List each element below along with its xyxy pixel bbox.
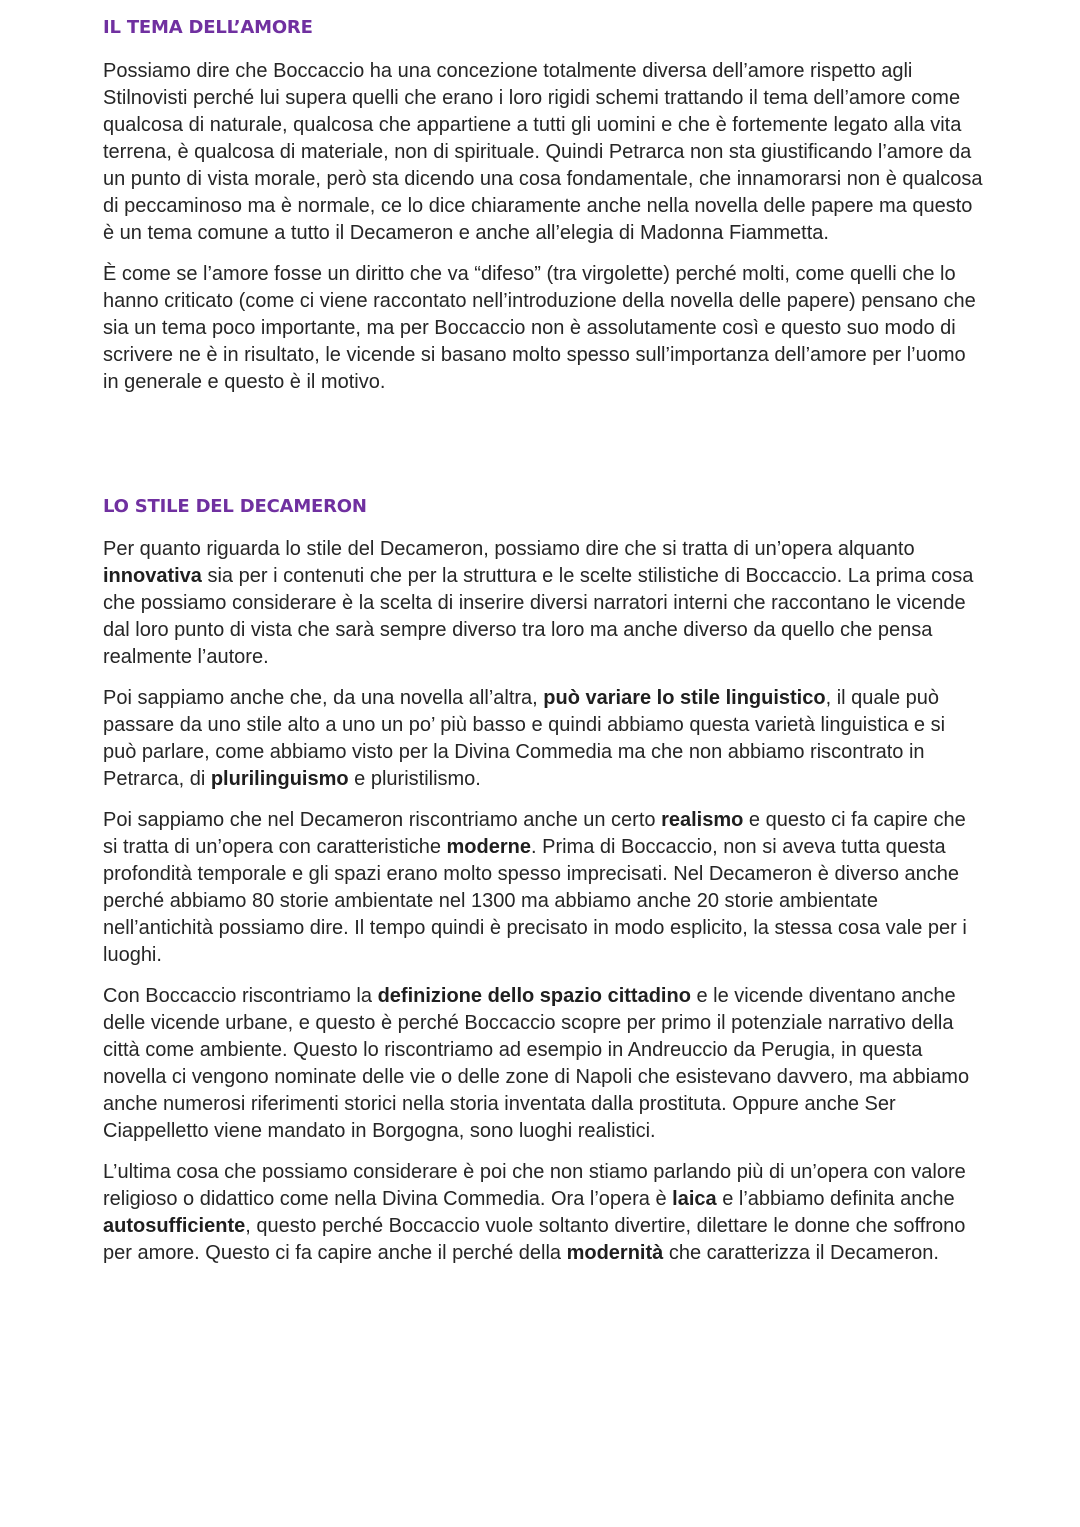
section-body-love-theme <box>103 58 983 396</box>
bold-term: innovativa <box>103 565 202 587</box>
bold-term: plurilinguismo <box>210 768 349 790</box>
bold-term: può variare lo stile linguistico <box>543 687 826 709</box>
paragraph <box>103 807 983 969</box>
text-run: e pluristilismo. <box>348 768 481 790</box>
text-run: che caratterizza il Decameron. <box>663 1242 939 1264</box>
text-run: e l’abbiamo definita anche <box>716 1188 955 1210</box>
paragraph <box>103 983 983 1145</box>
bold-term: modernità <box>566 1242 664 1264</box>
section-heading-love-theme: IL TEMA DELL’AMORE <box>103 17 313 38</box>
text-run: sia per i contenuti che per la struttura e le scelte stilistiche di Boccaccio. La prima cosa che possiamo considerare è la scelta di inserire diversi narratori interni che raccontano le vicende dal loro punto di vista che sarà sempre diverso tra loro ma anche diverso da quello che pensa realmente l’autore. <box>103 565 974 668</box>
bold-term: definizione dello spazio cittadino <box>377 985 691 1007</box>
section-body-decameron-style <box>103 536 983 1267</box>
paragraph <box>103 536 983 671</box>
paragraph <box>103 1159 983 1267</box>
text-run: e le vicende diventano anche delle vicende urbane, e questo è perché Boccaccio scopre per primo il potenziale narrativo della città come ambiente. Questo lo riscontriamo ad esempio in Andreuccio da Perugia, in questa novella ci vengono nominate delle vie o delle zone di Napoli che esistevano davvero, ma abbiamo anche numerosi riferimenti storici nella storia inventata dalla prostituta. Oppure anche Ser Ciappelletto viene mandato in Borgogna, sono luoghi realistici. <box>103 985 970 1142</box>
text-run: , il quale può passare da uno stile alto a uno un po’ più basso e quindi abbiamo questa varietà linguistica e si può parlare, come abbiamo visto per la Divina Commedia ma che non abbiamo riscontrato in Petrarca, di <box>103 687 946 790</box>
text-run: È come se l’amore fosse un diritto che va “difeso” (tra virgolette) perché molti, come quelli che lo hanno criticato (come ci viene raccontato nell’introduzione della novella delle papere) pensano che sia un tema poco importante, ma per Boccaccio non è assolutamente così e questo suo modo di scrivere ne è in risultato, le vicende si basano molto spesso sull’importanza dell’amore per l’uomo in generale e questo è il motivo. <box>103 263 976 393</box>
text-run: , questo perché Boccaccio vuole soltanto divertire, dilettare le donne che soffrono per amore. Questo ci fa capire anche il perché della <box>103 1215 966 1264</box>
paragraph <box>103 261 983 396</box>
paragraph <box>103 58 983 247</box>
text-run: L’ultima cosa che possiamo considerare è poi che non stiamo parlando più di un’opera con valore religioso o didattico come nella Divina Commedia. Ora l’opera è <box>103 1161 966 1210</box>
text-run: e questo ci fa capire che si tratta di un’opera con caratteristiche <box>103 809 966 858</box>
text-run: . Prima di Boccaccio, non si aveva tutta questa profondità temporale e gli spazi erano molto spesso imprecisati. Nel Decameron è diverso anche perché abbiamo 80 storie ambientate nel 1300 ma abbiamo anche 20 storie ambientate nell’antichità possiamo dire. Il tempo quindi è precisato in modo esplicito, la stessa cosa vale per i luoghi. <box>103 836 967 966</box>
bold-term: moderne <box>446 836 531 858</box>
text-run: Poi sappiamo anche che, da una novella all’altra, <box>103 687 544 709</box>
paragraph <box>103 685 983 793</box>
text-run: Per quanto riguarda lo stile del Decameron, possiamo dire che si tratta di un’opera alquanto <box>103 538 915 560</box>
bold-term: laica <box>672 1188 717 1210</box>
text-run: Possiamo dire che Boccaccio ha una concezione totalmente diversa dell’amore rispetto agli Stilnovisti perché lui supera quelli che erano i loro rigidi schemi trattando il tema dell’amore come qualcosa di naturale, qualcosa che appartiene a tutti gli uomini e che è fortemente legato alla vita terrena, è qualcosa di materiale, non di spirituale. Quindi Petrarca non sta giustificando l’amore da un punto di vista morale, però sta dicendo una cosa fondamentale, che innamorarsi non è qualcosa di peccaminoso ma è normale, ce lo dice chiaramente anche nella novella delle papere ma questo è un tema comune a tutto il Decameron e anche all’elegia di Madonna Fiammetta. <box>103 60 983 244</box>
bold-term: realismo <box>661 809 744 831</box>
text-run: Con Boccaccio riscontriamo la <box>103 985 378 1007</box>
section-heading-decameron-style: LO STILE DEL DECAMERON <box>103 496 367 517</box>
bold-term: autosufficiente <box>103 1215 246 1237</box>
text-run: Poi sappiamo che nel Decameron riscontriamo anche un certo <box>103 809 662 831</box>
